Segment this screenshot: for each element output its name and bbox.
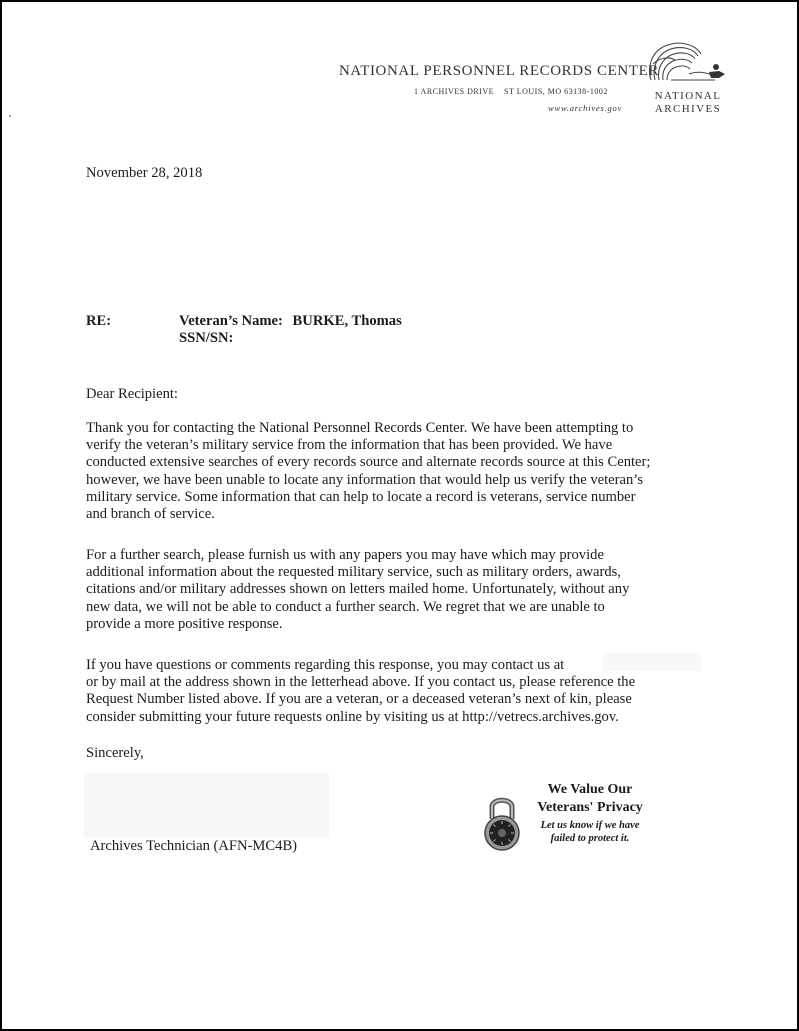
veteran-name-label: Veteran’s Name: [179, 313, 283, 329]
privacy-sub-line1: Let us know if we have [540, 820, 640, 831]
paragraph-1 [86, 420, 726, 523]
national-archives-wordmark [650, 90, 726, 115]
redacted-contact [603, 653, 701, 671]
ssn-label: SSN/SN: [179, 330, 234, 346]
paragraph-line: If you have questions or comments regarding this response, you may contact us at [86, 657, 565, 673]
paragraph-line: however, we have been unable to locate any information that would help us verify the veteran’s [86, 471, 644, 488]
privacy-badge [480, 779, 660, 851]
privacy-heading-line1: We Value Our [547, 782, 633, 797]
paragraph-line: or by mail at the address shown in the letterhead above. If you contact us, please reference the [86, 674, 636, 691]
paragraph-line: Request Number listed above. If you are a veteran, or a deceased veteran’s next of kin, please [86, 691, 632, 708]
ssn-row [179, 330, 402, 347]
paragraph-line: provide a more positive response. [86, 615, 283, 632]
paragraph-line: Thank you for contacting the National Personnel Records Center. We have been attempting to [86, 420, 634, 436]
re-details [179, 313, 402, 347]
address-city: ST LOUIS, MO 63138-1002 [504, 87, 608, 96]
veteran-name-value: BURKE, Thomas [292, 313, 402, 329]
signature-title: Archives Technician (AFN-MC4B) [90, 838, 298, 854]
re-label: RE: [86, 313, 112, 329]
wordmark-line1: NATIONAL [654, 90, 722, 102]
privacy-sub-line2: failed to protect it. [550, 833, 630, 844]
combination-lock-icon [480, 793, 524, 851]
scan-speck [9, 115, 11, 117]
letterhead-organization: NATIONAL PERSONNEL RECORDS CENTER [339, 63, 659, 79]
address-street: 1 ARCHIVES DRIVE [414, 87, 495, 96]
privacy-heading [522, 781, 658, 817]
paragraph-line: and branch of service. [86, 506, 215, 523]
veteran-name-row [179, 313, 402, 330]
eagle-icon [645, 38, 729, 88]
letterhead-website: www.archives.gov [548, 103, 623, 113]
paragraph-line: military service. Some information that can help to locate a record is veterans, service number [86, 488, 636, 505]
paragraph-line: additional information about the requested military service, such as military orders, awards, [86, 564, 621, 581]
paragraph-line: verify the veteran’s military service from the information that has been provided. We have [86, 437, 613, 454]
paragraph-line: conducted extensive searches of every records source and alternate records source at this Center; [86, 454, 651, 471]
closing: Sincerely, [86, 745, 144, 761]
paragraph-line: consider submitting your future requests online by visiting us at http://vetrecs.archives.gov. [86, 708, 619, 725]
letterhead-address [414, 87, 608, 96]
letter-date: November 28, 2018 [86, 165, 203, 181]
paragraph-line: new data, we will not be able to conduct a further search. We regret that we are unable to [86, 598, 605, 615]
salutation: Dear Recipient: [86, 386, 178, 402]
paragraph-line: citations and/or military addresses shown on letters mailed home. Unfortunately, without any [86, 581, 630, 598]
privacy-subtext [526, 819, 654, 845]
privacy-heading-line2: Veterans' Privacy [537, 800, 643, 815]
wordmark-line2: ARCHIVES [654, 102, 722, 115]
paragraph-line: For a further search, please furnish us with any papers you may have which may provide [86, 547, 604, 563]
paragraph-2 [86, 547, 726, 633]
redacted-signature [84, 773, 329, 837]
